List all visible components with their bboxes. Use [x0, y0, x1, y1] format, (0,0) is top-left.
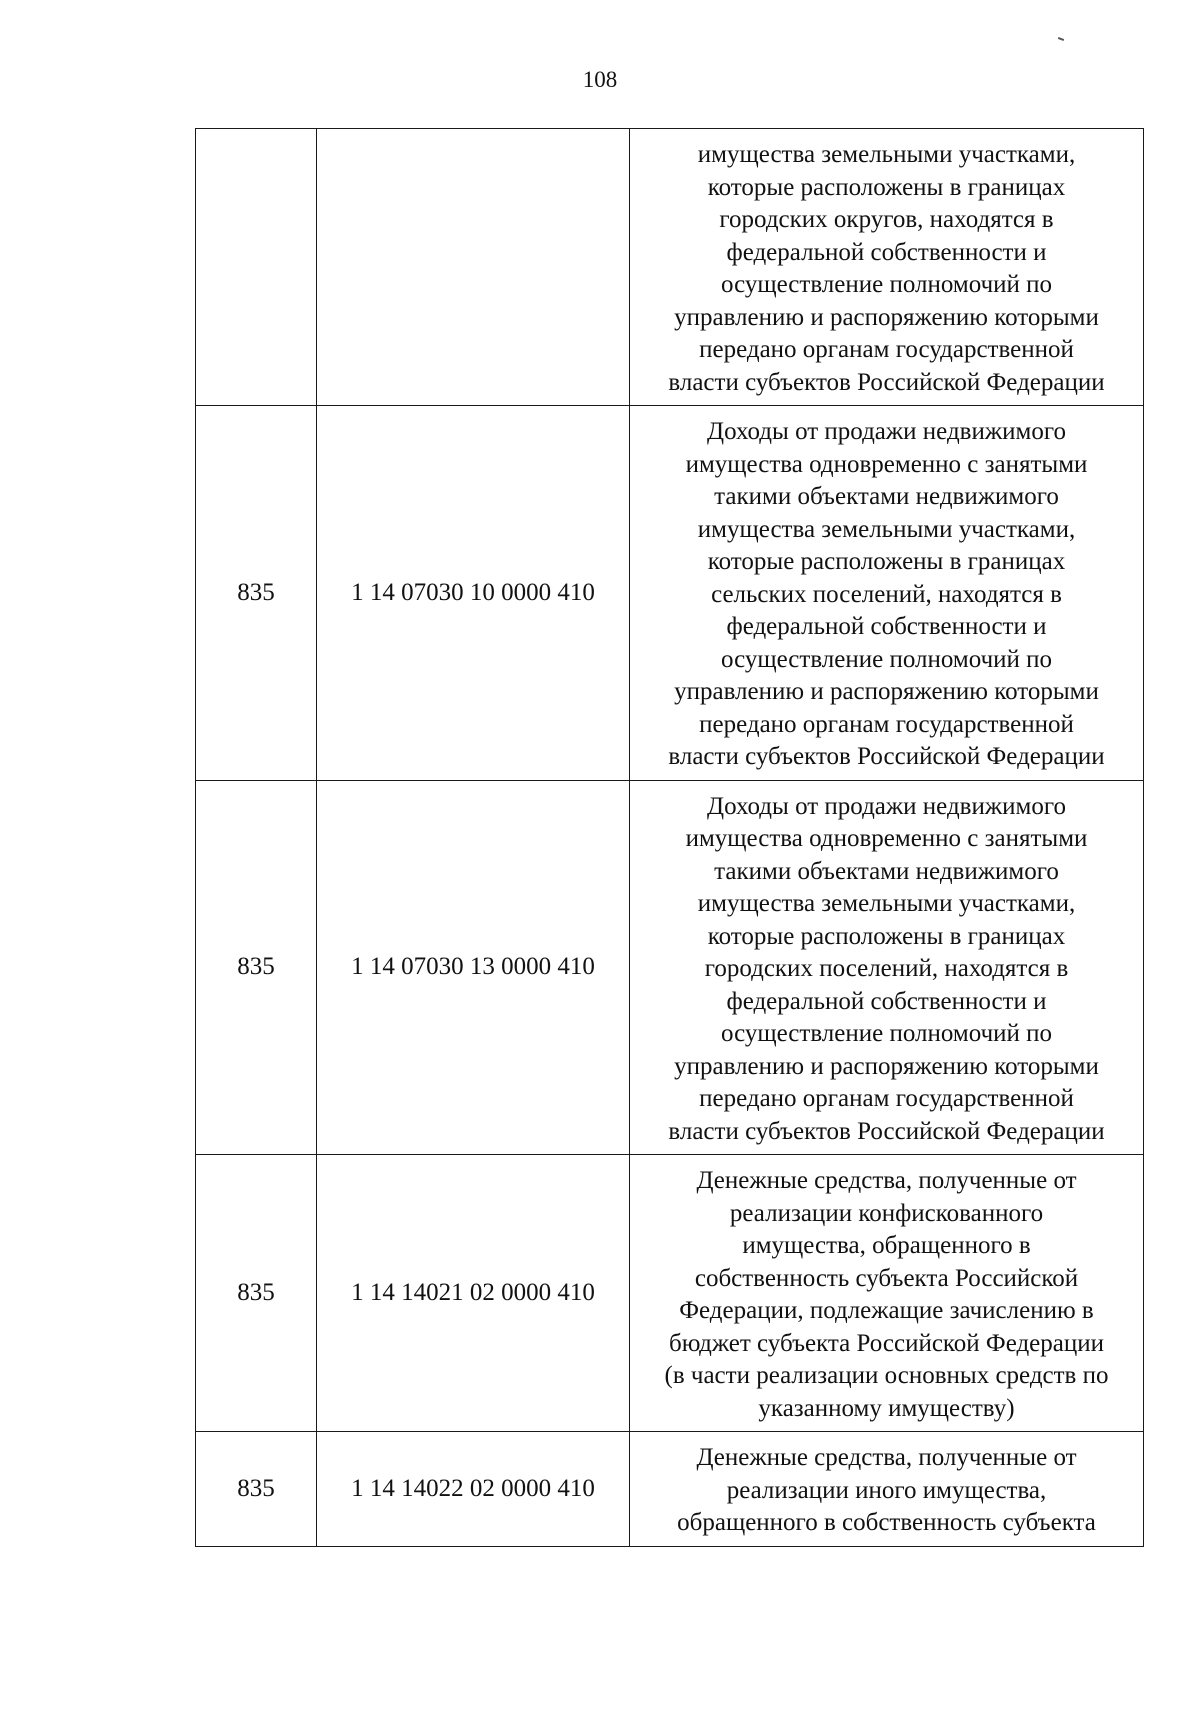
- revenue-name-line: собственность субъекта Российской: [694, 1264, 1079, 1292]
- revenue-name-line: которые расположены в границах: [707, 548, 1066, 575]
- admin-code-cell: [196, 129, 317, 406]
- revenue-name-line: реализации иного имущества,: [726, 1476, 1047, 1504]
- revenue-name-cell: [630, 1432, 1144, 1547]
- revenue-name-cell: [630, 780, 1144, 1155]
- revenue-name-line: которые расположены в границах: [707, 173, 1066, 201]
- page-number: 108: [582, 67, 618, 92]
- revenue-code-cell: 1 14 14021 02 0000 410: [317, 1155, 630, 1432]
- revenue-name-line: городских поселений, находятся в: [704, 955, 1069, 982]
- revenue-name-line: федеральной собственности и: [726, 987, 1047, 1015]
- revenue-name-line: имущества земельными участками,: [697, 890, 1076, 917]
- revenue-code-cell: 1 14 07030 10 0000 410: [317, 406, 630, 781]
- revenue-name-line: Доходы от продажи недвижимого: [707, 418, 1066, 445]
- revenue-code-cell: 1 14 07030 13 0000 410: [317, 780, 630, 1155]
- admin-code-cell: 835: [196, 1155, 317, 1432]
- revenue-name-line: власти субъектов Российской Федерации: [668, 743, 1105, 770]
- revenue-name-line: такими объектами недвижимого: [714, 483, 1059, 510]
- revenue-name-line: Денежные средства, полученные от: [696, 1444, 1077, 1471]
- revenue-name-line: (в части реализации основных средств по: [664, 1362, 1109, 1389]
- scan-speck: [1058, 37, 1064, 41]
- revenue-name-line: Денежные средства, полученные от: [696, 1167, 1077, 1194]
- revenue-name-line: городских округов, находятся в: [719, 206, 1054, 233]
- table-row: [196, 1155, 1144, 1432]
- revenue-name-line: передано органам государственной: [699, 336, 1074, 363]
- revenue-name-line: указанному имуществу): [758, 1394, 1015, 1422]
- revenue-code-cell: 1 14 14022 02 0000 410: [317, 1432, 630, 1547]
- revenue-name-line: реализации конфискованного: [729, 1199, 1044, 1227]
- admin-code-cell: 835: [196, 780, 317, 1155]
- revenue-name-line: Федерации, подлежащие зачислению в: [679, 1297, 1094, 1324]
- revenue-name-line: имущества одновременно с занятыми: [685, 450, 1088, 478]
- revenue-name-line: осуществление полномочий по: [720, 271, 1053, 298]
- revenue-name-line: бюджет субъекта Российской Федерации: [668, 1329, 1105, 1357]
- revenue-name-line: федеральной собственности и: [726, 238, 1047, 266]
- revenue-name-line: такими объектами недвижимого: [714, 857, 1059, 885]
- table-row: [196, 780, 1144, 1155]
- admin-code-cell: 835: [196, 1432, 317, 1547]
- revenue-name-line: имущества, обращенного в: [742, 1232, 1031, 1259]
- revenue-name-line: осуществление полномочий по: [720, 1020, 1053, 1047]
- revenue-name-line: управлению и распоряжению которыми: [674, 303, 1099, 331]
- revenue-codes-table: [195, 128, 1144, 1547]
- revenue-name-line: власти субъектов Российской Федерации: [668, 368, 1105, 396]
- revenue-name-line: осуществление полномочий по: [720, 645, 1053, 673]
- revenue-name-line: обращенного в собственность субъекта: [677, 1509, 1096, 1536]
- table-body: [196, 129, 1144, 1547]
- revenue-name-cell: [630, 129, 1144, 406]
- table-row: [196, 1432, 1144, 1547]
- revenue-code-cell: [317, 129, 630, 406]
- admin-code-cell: 835: [196, 406, 317, 781]
- revenue-name-line: передано органам государственной: [699, 710, 1074, 738]
- revenue-name-line: власти субъектов Российской Федерации: [668, 1117, 1105, 1145]
- revenue-name-line: сельских поселений, находятся в: [711, 580, 1062, 608]
- revenue-name-line: имущества одновременно с занятыми: [685, 825, 1088, 852]
- revenue-name-line: управлению и распоряжению которыми: [674, 678, 1099, 705]
- revenue-name-line: которые расположены в границах: [707, 922, 1066, 950]
- table-row: [196, 406, 1144, 781]
- revenue-name-line: федеральной собственности и: [726, 613, 1047, 640]
- revenue-name-line: передано органам государственной: [699, 1085, 1074, 1112]
- revenue-name-line: Доходы от продажи недвижимого: [707, 792, 1066, 820]
- table-row: [196, 129, 1144, 406]
- revenue-name-line: управлению и распоряжению которыми: [674, 1052, 1099, 1080]
- revenue-name-line: имущества земельными участками,: [697, 515, 1076, 543]
- revenue-name-cell: [630, 406, 1144, 781]
- revenue-name-cell: [630, 1155, 1144, 1432]
- revenue-name-line: имущества земельными участками,: [697, 141, 1076, 168]
